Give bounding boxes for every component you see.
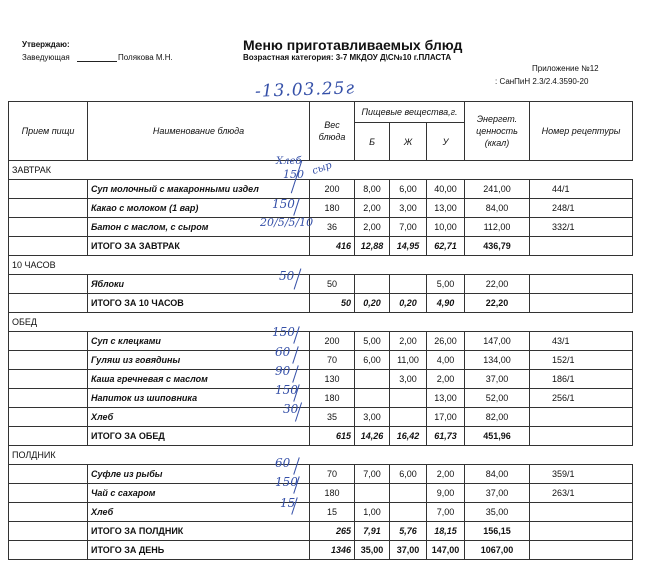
carbs-value: 17,00 (427, 408, 465, 426)
header-meal: Прием пищи (9, 102, 88, 160)
carbs-value: 5,00 (427, 275, 465, 293)
handwritten-annotation: 50 (279, 269, 295, 283)
dish-weight: 15 (310, 503, 355, 521)
dish-weight: 200 (310, 180, 355, 198)
recipe-number: 332/1 (530, 218, 633, 236)
dish-name: Напиток из шиповника (88, 389, 310, 407)
protein-value: 1,00 (355, 503, 390, 521)
handwritten-annotation: 20/5/5/10 (260, 216, 314, 229)
energy-value: 147,00 (465, 332, 530, 350)
recipe-number (530, 408, 633, 426)
recipe-number: 359/1 (530, 465, 633, 483)
sanpin-reference: : СанПиН 2.3/2.4.3590-20 (495, 77, 589, 86)
carbs-value: 40,00 (427, 180, 465, 198)
header-carbs: У (442, 136, 449, 147)
fat-value (390, 503, 427, 521)
fat-value (390, 484, 427, 502)
protein-value: 2,00 (355, 218, 390, 236)
handwritten-annotation: 90 (275, 364, 291, 378)
header-recipe: Номер рецептуры (530, 102, 633, 160)
recipe-number: 248/1 (530, 199, 633, 217)
dish-weight: 130 (310, 370, 355, 388)
total-protein: 14,26 (355, 427, 390, 445)
dish-weight: 180 (310, 484, 355, 502)
handwritten-annotation: 60 (275, 345, 291, 359)
recipe-number: 263/1 (530, 484, 633, 502)
header-nutrients: Пищевые вещества,г. (355, 102, 464, 123)
total-protein: 0,20 (355, 294, 390, 312)
day-total-row (9, 541, 633, 560)
dish-name: Хлеб (88, 408, 310, 426)
signature-line (77, 61, 117, 62)
carbs-value: 10,00 (427, 218, 465, 236)
total-weight: 265 (310, 522, 355, 540)
total-row (9, 237, 633, 256)
protein-value: 2,00 (355, 199, 390, 217)
dish-weight: 180 (310, 389, 355, 407)
energy-value: 37,00 (465, 370, 530, 388)
handwritten-annotation: 150 (272, 325, 295, 339)
total-weight: 416 (310, 237, 355, 255)
dish-weight: 35 (310, 408, 355, 426)
table-row (9, 408, 633, 427)
header-fat: Ж (390, 123, 427, 160)
total-energy: 156,15 (465, 522, 530, 540)
total-carbs: 18,15 (427, 522, 465, 540)
energy-value: 82,00 (465, 408, 530, 426)
approver-name: Полякова М.Н. (118, 53, 173, 62)
header-nutrients-group (355, 102, 465, 160)
recipe-number: 44/1 (530, 180, 633, 198)
energy-value: 22,00 (465, 275, 530, 293)
total-label: ИТОГО ЗА ЗАВТРАК (88, 237, 310, 255)
energy-value: 84,00 (465, 465, 530, 483)
carbs-value: 26,00 (427, 332, 465, 350)
table-row (9, 484, 633, 503)
total-energy: 22,20 (465, 294, 530, 312)
dish-name: Яблоки (88, 275, 310, 293)
appendix-number: Приложение №12 (532, 64, 599, 73)
dish-name: Суп молочный с макаронными издел (88, 180, 310, 198)
energy-value: 241,00 (465, 180, 530, 198)
day-total-energy: 1067,00 (465, 541, 530, 559)
fat-value: 6,00 (390, 180, 427, 198)
total-protein: 7,91 (355, 522, 390, 540)
total-fat: 14,95 (390, 237, 427, 255)
handwritten-date: -13.03.25г (254, 78, 356, 102)
total-label: ИТОГО ЗА ПОЛДНИК (88, 522, 310, 540)
handwritten-annotation: 15 (280, 496, 296, 510)
handwritten-annotation: 150 (272, 197, 295, 211)
document-subtitle: Возрастная категория: 3-7 МКДОУ Д\С№10 г.ПЛАСТА (243, 53, 452, 62)
total-carbs: 4,90 (427, 294, 465, 312)
energy-value: 112,00 (465, 218, 530, 236)
recipe-number: 43/1 (530, 332, 633, 350)
table-row (9, 389, 633, 408)
document-title: Меню приготавливаемых блюд (243, 37, 463, 53)
section-lunch: ОБЕД (12, 317, 38, 327)
header-dish: Наименование блюда (88, 102, 310, 160)
dish-name: Хлеб (88, 503, 310, 521)
table-row (9, 199, 633, 218)
table-row (9, 503, 633, 522)
total-protein: 12,88 (355, 237, 390, 255)
section-row (9, 446, 633, 465)
energy-value: 52,00 (465, 389, 530, 407)
protein-value: 3,00 (355, 408, 390, 426)
dish-name: Суп с клецками (88, 332, 310, 350)
carbs-value: 13,00 (427, 199, 465, 217)
section-row (9, 256, 633, 275)
handwritten-annotation: 150 (283, 168, 304, 181)
dish-weight: 200 (310, 332, 355, 350)
header-protein: Б (355, 123, 390, 160)
header-energy: Энергет. ценность (ккал) (465, 102, 530, 160)
handwritten-annotation: 30 (283, 402, 299, 416)
fat-value: 3,00 (390, 370, 427, 388)
fat-value: 11,00 (390, 351, 427, 369)
total-energy: 451,96 (465, 427, 530, 445)
handwritten-annotation: 150 (275, 383, 298, 397)
section-ten-oclock: 10 ЧАСОВ (12, 260, 56, 270)
fat-value: 3,00 (390, 199, 427, 217)
total-energy: 436,79 (465, 237, 530, 255)
total-fat: 0,20 (390, 294, 427, 312)
energy-value: 35,00 (465, 503, 530, 521)
table-row (9, 465, 633, 484)
total-fat: 5,76 (390, 522, 427, 540)
carbs-value: 2,00 (427, 370, 465, 388)
fat-value (390, 408, 427, 426)
day-total-carbs: 147,00 (427, 541, 465, 559)
dish-name: Каша гречневая с маслом (88, 370, 310, 388)
day-total-fat: 37,00 (390, 541, 427, 559)
approve-label: Утверждаю: (22, 40, 70, 49)
total-row (9, 294, 633, 313)
carbs-value: 4,00 (427, 351, 465, 369)
handwritten-annotation: Хлеб (276, 156, 302, 167)
total-label: ИТОГО ЗА 10 ЧАСОВ (88, 294, 310, 312)
recipe-number (530, 275, 633, 293)
total-label: ИТОГО ЗА ОБЕД (88, 427, 310, 445)
protein-value: 7,00 (355, 465, 390, 483)
fat-value: 2,00 (390, 332, 427, 350)
day-total-label: ИТОГО ЗА ДЕНЬ (88, 541, 310, 559)
protein-value (355, 484, 390, 502)
table-header (9, 102, 633, 161)
fat-value (390, 275, 427, 293)
total-carbs: 62,71 (427, 237, 465, 255)
section-snack: ПОЛДНИК (12, 450, 56, 460)
dish-name: Суфле из рыбы (88, 465, 310, 483)
fat-value: 6,00 (390, 465, 427, 483)
carbs-value: 7,00 (427, 503, 465, 521)
carbs-value: 2,00 (427, 465, 465, 483)
fat-value: 7,00 (390, 218, 427, 236)
energy-value: 134,00 (465, 351, 530, 369)
table-row (9, 180, 633, 199)
total-weight: 50 (310, 294, 355, 312)
day-total-weight: 1346 (310, 541, 355, 559)
dish-weight: 36 (310, 218, 355, 236)
energy-value: 84,00 (465, 199, 530, 217)
approver-role: Заведующая (22, 53, 70, 62)
protein-value: 6,00 (355, 351, 390, 369)
recipe-number: 256/1 (530, 389, 633, 407)
total-weight: 615 (310, 427, 355, 445)
energy-value: 37,00 (465, 484, 530, 502)
dish-weight: 70 (310, 351, 355, 369)
table-row (9, 370, 633, 389)
dish-weight: 180 (310, 199, 355, 217)
carbs-value: 13,00 (427, 389, 465, 407)
dish-name: Какао с молоком (1 вар) (88, 199, 310, 217)
day-total-protein: 35,00 (355, 541, 390, 559)
dish-name: Батон с маслом, с сыром (88, 218, 310, 236)
handwritten-annotation: 150 (275, 475, 298, 489)
total-carbs: 61,73 (427, 427, 465, 445)
protein-value (355, 370, 390, 388)
dish-weight: 70 (310, 465, 355, 483)
handwritten-annotation: сыр (310, 159, 334, 178)
protein-value (355, 275, 390, 293)
section-row (9, 313, 633, 332)
protein-value: 8,00 (355, 180, 390, 198)
fat-value (390, 389, 427, 407)
table-row (9, 275, 633, 294)
dish-name: Гуляш из говядины (88, 351, 310, 369)
recipe-number (530, 503, 633, 521)
protein-value (355, 389, 390, 407)
handwritten-annotation: 60 (275, 456, 291, 470)
table-row (9, 218, 633, 237)
protein-value: 5,00 (355, 332, 390, 350)
total-row (9, 427, 633, 446)
recipe-number: 186/1 (530, 370, 633, 388)
table-row (9, 351, 633, 370)
header-weight: Вес блюда (310, 102, 355, 160)
total-row (9, 522, 633, 541)
section-breakfast: ЗАВТРАК (12, 165, 51, 175)
total-fat: 16,42 (390, 427, 427, 445)
carbs-value: 9,00 (427, 484, 465, 502)
table-row (9, 332, 633, 351)
dish-weight: 50 (310, 275, 355, 293)
recipe-number: 152/1 (530, 351, 633, 369)
dish-name: Чай с сахаром (88, 484, 310, 502)
